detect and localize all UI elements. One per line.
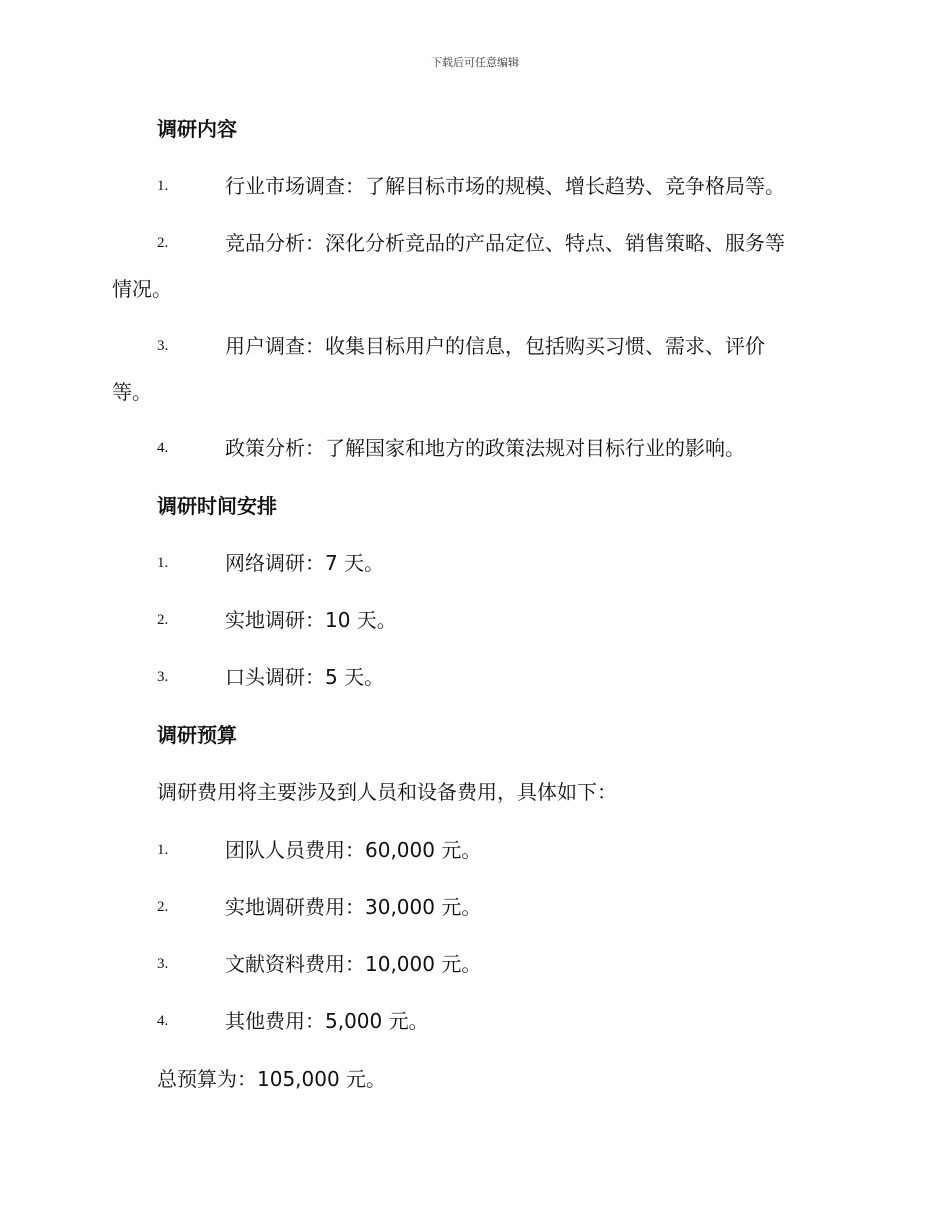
budget-total: 总预算为：105,000 元。 xyxy=(157,1067,387,1091)
list-item-number: 1. xyxy=(157,842,169,858)
list-item-text: 政策分析：了解国家和地方的政策法规对目标行业的影响。 xyxy=(225,436,745,460)
list-item-number: 4. xyxy=(157,440,169,456)
list-item xyxy=(112,540,842,586)
budget-intro: 调研费用将主要涉及到人员和设备费用，具体如下： xyxy=(157,780,617,804)
list-item-text: 行业市场调查：了解目标市场的规模、增长趋势、竞争格局等。 xyxy=(225,174,785,198)
list-item xyxy=(112,323,842,415)
list-item xyxy=(112,941,842,987)
list-item xyxy=(112,163,842,209)
list-item-number: 4. xyxy=(157,1013,169,1029)
list-item-text: 其他费用：5,000 元。 xyxy=(225,1009,429,1033)
section-title-content: 调研内容 xyxy=(157,117,237,141)
list-item-number: 3. xyxy=(157,669,169,685)
list-item xyxy=(112,425,842,471)
list-item xyxy=(112,220,842,312)
list-item-number: 2. xyxy=(157,235,169,251)
list-item-number: 3. xyxy=(157,338,169,354)
list-item-text: 实地调研：10 天。 xyxy=(225,608,397,632)
list-item xyxy=(112,884,842,930)
list-item-text: 网络调研：7 天。 xyxy=(225,551,385,575)
list-item xyxy=(112,998,842,1044)
list-item xyxy=(112,654,842,700)
section-title-schedule: 调研时间安排 xyxy=(157,494,277,518)
list-item-text: 团队人员费用：60,000 元。 xyxy=(225,838,482,862)
list-item-text: 口头调研：5 天。 xyxy=(225,665,385,689)
section-title-budget: 调研预算 xyxy=(157,723,237,747)
list-item-text: 竞品分析：深化分析竞品的产品定位、特点、销售策略、服务等 xyxy=(225,231,785,255)
list-item-number: 2. xyxy=(157,612,169,628)
list-item-text: 文献资料费用：10,000 元。 xyxy=(225,952,482,976)
list-item-number: 1. xyxy=(157,555,169,571)
list-item-text-continued: 等。 xyxy=(112,380,152,404)
list-item-number: 3. xyxy=(157,956,169,972)
list-item-number: 1. xyxy=(157,178,169,194)
list-item-text: 用户调查：收集目标用户的信息，包括购买习惯、需求、评价 xyxy=(225,334,765,358)
list-item xyxy=(112,597,842,643)
list-item-number: 2. xyxy=(157,899,169,915)
list-item xyxy=(112,827,842,873)
page-header: 下载后可任意编辑 xyxy=(431,56,519,69)
list-item-text-continued: 情况。 xyxy=(112,277,172,301)
list-item-text: 实地调研费用：30,000 元。 xyxy=(225,895,482,919)
